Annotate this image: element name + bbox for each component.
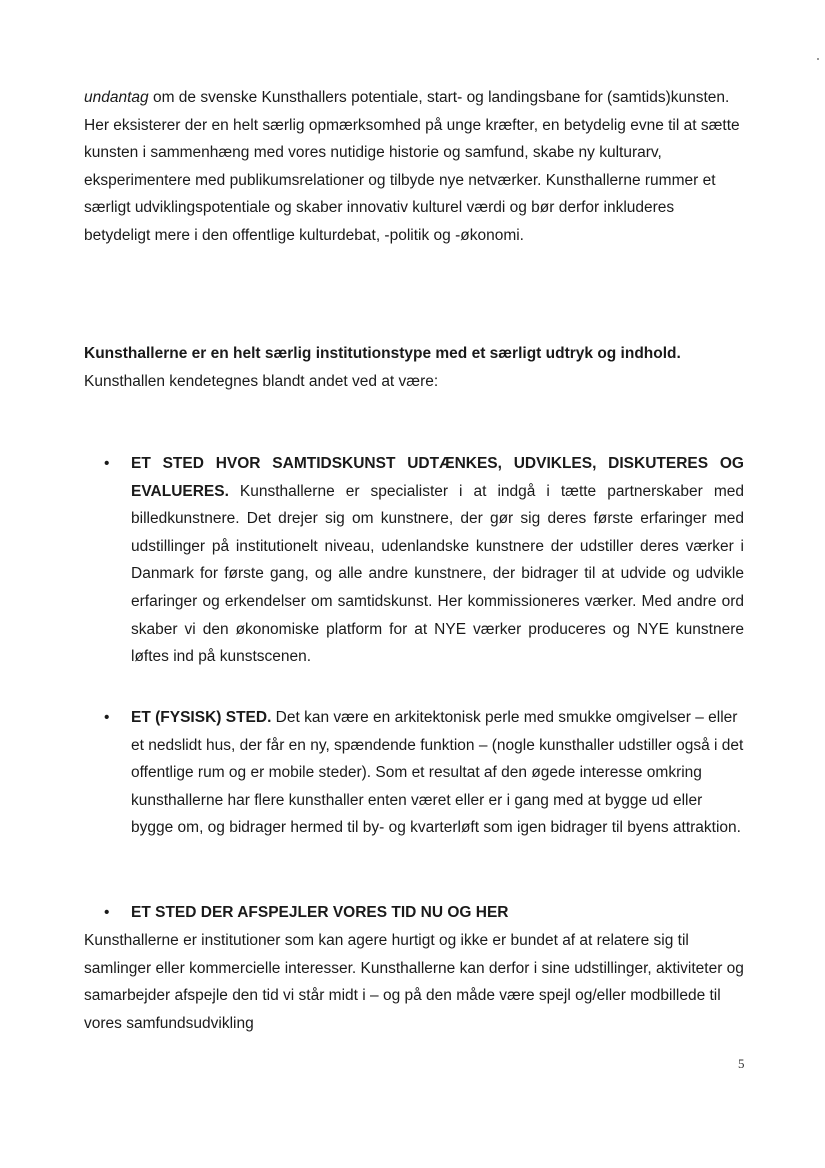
bullet-text: Kunsthallerne er specialister i at indgå i tætte partnerskaber med billedkunstnere. Det drejer sig om kunstnere, der gør sig deres første erfaringer med udstillinger på institutionelt niveau, udenlandske kunstnere der udstiller deres værker i Danmark for første gang, og alle andre kunstnere, der bidrager til at udvide og udvikle erfaringer og erkendelser om samtidskunst. Her kommissioneres værker. Med andre ord skaber vi den økonomiske platform for at NYE værker produceres og NYE kunstnere løftes ind på kunstscenen. bbox=[131, 482, 744, 666]
scan-mark bbox=[817, 58, 819, 60]
bullet-title: ET STED DER AFSPEJLER VORES TID NU OG HER bbox=[131, 904, 509, 921]
bullet-body bbox=[131, 450, 744, 671]
intro-italic-lead: undantag bbox=[84, 89, 149, 106]
intro-paragraph bbox=[84, 84, 744, 250]
section-heading: Kunsthallerne er en helt særlig institutionstype med et særligt udtryk og indhold. bbox=[84, 345, 681, 362]
bullet-body bbox=[131, 704, 744, 842]
bullet-title: ET STED HVOR SAMTIDSKUNST UDTÆNKES, UDVIKLES, DISKUTERES OG EVALUERES. bbox=[131, 455, 744, 500]
bullet-title: ET (FYSISK) STED. bbox=[131, 709, 272, 726]
section-subheading: Kunsthallen kendetegnes blandt andet ved at være: bbox=[84, 372, 439, 390]
bullet-text: Kunsthallerne er institutioner som kan agere hurtigt og ikke er bundet af at relatere sig til samlinger eller kommercielle interesser. Kunsthallerne kan derfor i sine udstillinger, aktiviteter og samarbejder afspejle den tid vi står midt i – og på den måde være spejl og/eller modbillede til vores samfundsudvikling bbox=[84, 932, 744, 1032]
bullet-item bbox=[104, 899, 744, 927]
page-number: 5 bbox=[738, 1056, 745, 1071]
bullet-body bbox=[131, 899, 744, 927]
section-heading-block bbox=[84, 340, 764, 395]
bullet-item bbox=[104, 704, 744, 842]
bullet-icon: • bbox=[104, 455, 110, 472]
bullet-item bbox=[104, 450, 744, 671]
bullet-text: Det kan være en arkitektonisk perle med smukke omgivelser – eller et nedslidt hus, der får en ny, spændende funktion – (nogle kunsthaller udstiller også i det offentlige rum og er mobile steder). Som et resultat af den øgede interesse omkring kunsthallerne har flere kunsthaller enten været eller er i gang med at bygge ud eller bygge om, og bidrager hermed til by- og kvarterløft som igen bidrager til byens attraktion. bbox=[131, 709, 744, 837]
intro-text: om de svenske Kunsthallers potentiale, start- og landingsbane for (samtids)kunsten. Her eksisterer der en helt særlig opmærksomhed på unge kræfter, en betydelig evne til at sætte kunsten i sammenhæng med vores nutidige historie og samfund, skabe ny kulturarv, eksperimentere med publikumsrelationer og tilbyde nye netværker. Kunsthallerne rummer et særligt udviklingspotentiale og skaber innovativ kulturel værdi og bør derfor inkluderes betydeligt mere i den offentlige kulturdebat, -politik og -økonomi. bbox=[84, 89, 740, 244]
bullet-icon: • bbox=[104, 709, 110, 726]
bullet-icon: • bbox=[104, 904, 110, 921]
